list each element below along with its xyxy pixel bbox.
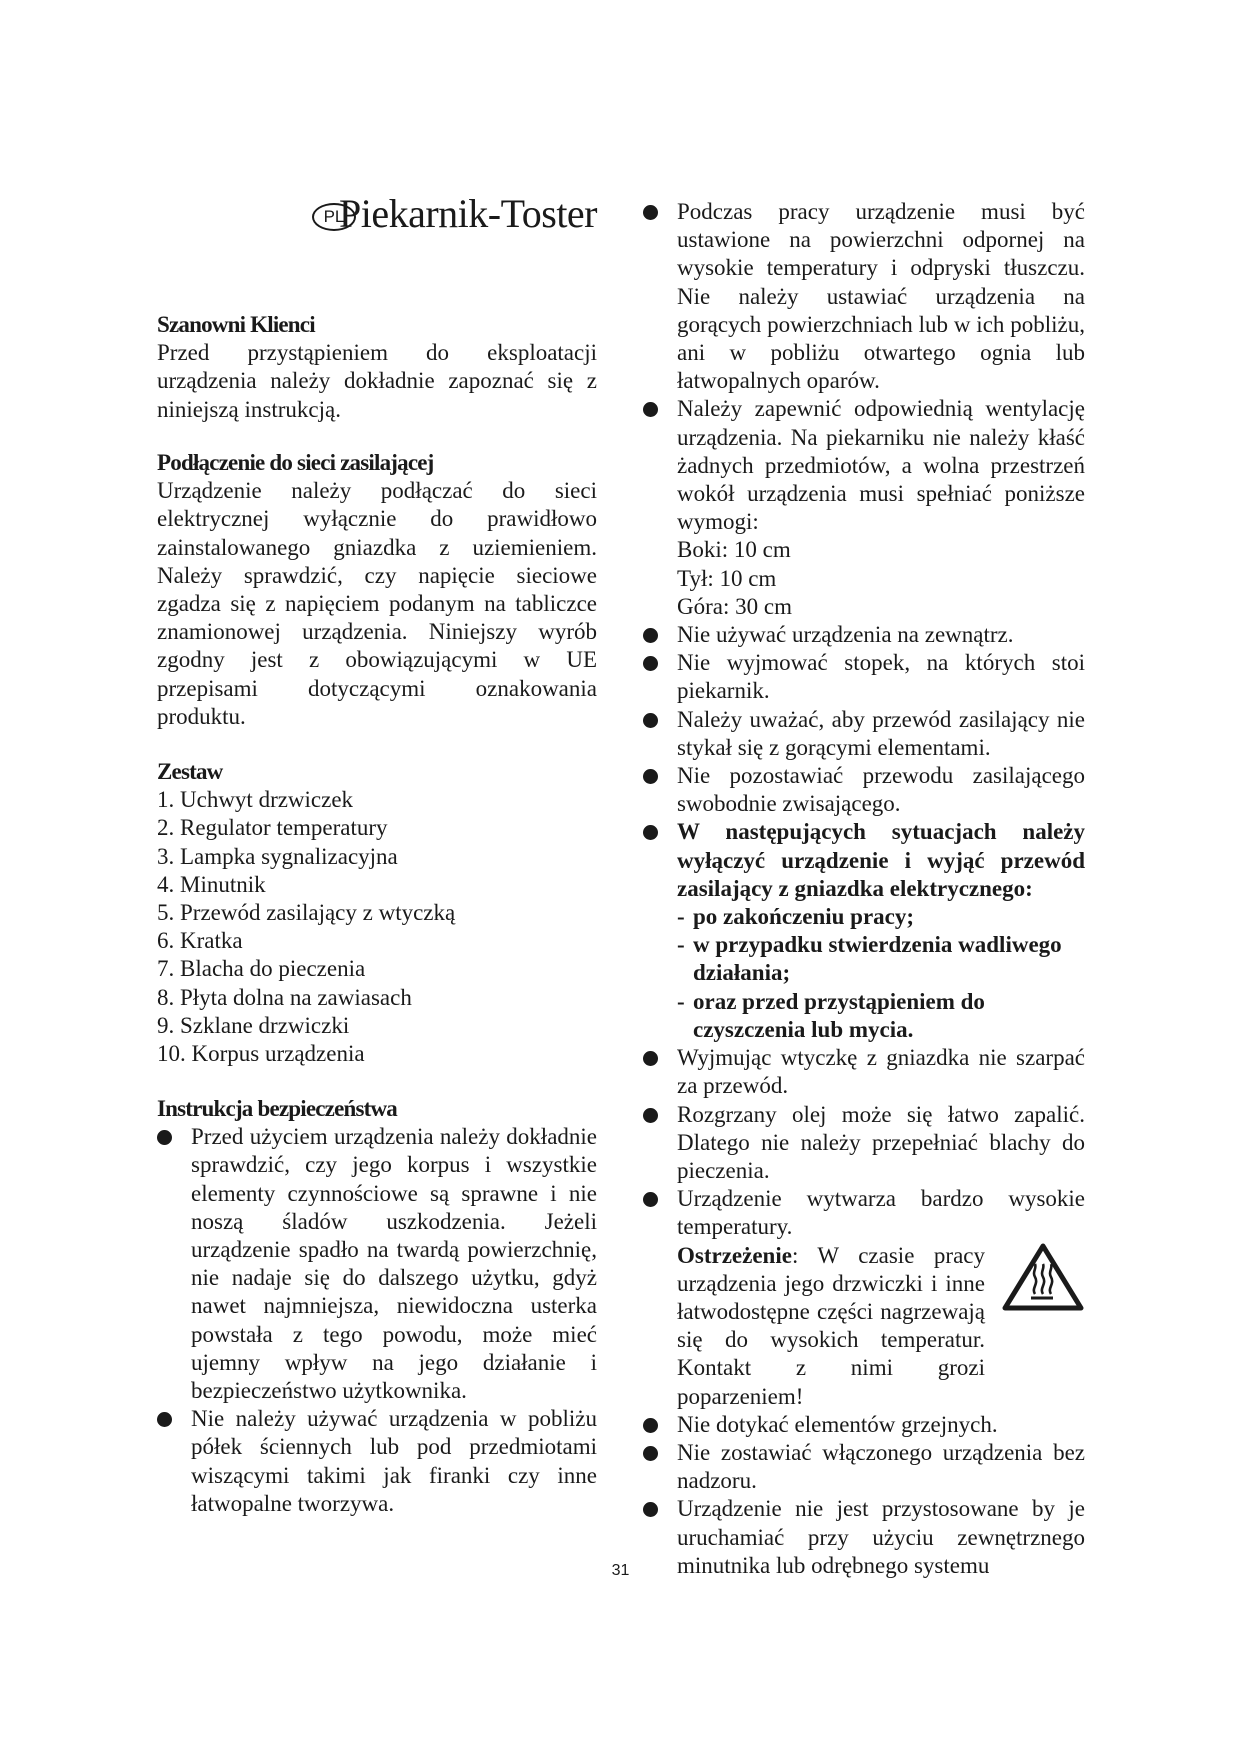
bullet-icon	[157, 1412, 172, 1427]
warning-block	[677, 1242, 1085, 1411]
safety-bullet	[643, 1101, 1085, 1186]
unplug-case: - po zakończeniu pracy;	[643, 903, 1085, 931]
safety-bullet	[157, 1123, 597, 1405]
bullet-text: Urządzenie nie jest przystosowane by je uruchamiać przy użyciu zewnętrznego minutnika lub odrębnego systemu	[677, 1496, 1085, 1578]
bullet-icon	[643, 825, 658, 840]
bullet-text: Przed użyciem urządzenia należy dokładnie sprawdzić, czy jego korpus i wszystkie elementy czynnościowe są sprawne i nie noszą śladów uszkodzenia. Jeżeli urządzenie spadło na twardą powierzchnię, nie nadaje się do dalszego użytku, gdyż nawet najmniejsza, niewidoczna usterka powstała z tego powodu, może mieć ujemny wpływ na jego działanie i bezpieczeństwo użytkownika.	[191, 1124, 597, 1404]
bullet-text: Nie zostawiać włączonego urządzenia bez nadzoru.	[677, 1439, 1085, 1494]
bullet-icon	[157, 1130, 172, 1145]
safety-heading: Instrukcja bezpieczeństwa	[157, 1096, 397, 1121]
kit-item: 3. Lampka sygnalizacyjna	[157, 843, 398, 869]
kit-heading: Zestaw	[157, 759, 223, 784]
bullet-icon	[643, 402, 658, 417]
unplug-case-text: po zakończeniu pracy;	[693, 904, 915, 930]
kit-item: 6. Kratka	[157, 928, 243, 954]
kit-item: 8. Płyta dolna na zawiasach	[157, 984, 412, 1010]
safety-section	[157, 1095, 597, 1518]
bullet-icon	[643, 1192, 658, 1207]
ventilation-bullet	[643, 395, 1085, 621]
bullet-icon	[643, 1502, 658, 1517]
power-heading: Podłączenie do sieci zasilającej	[157, 450, 434, 475]
safety-bullet	[157, 1405, 597, 1518]
bullet-text: Nie używać urządzenia na zewnątrz.	[677, 622, 1014, 648]
hot-surface-bullet	[643, 1185, 1085, 1411]
bullet-text: Urządzenie wytwarza bardzo wysokie temperatury.	[677, 1186, 1085, 1240]
bullet-icon	[643, 656, 658, 671]
bullet-icon	[643, 1108, 658, 1123]
kit-item: 2. Regulator temperatury	[157, 815, 388, 841]
bullet-text: Podczas pracy urządzenie musi być ustawione na powierzchni odpornej na wysokie temperatury i odpryski tłuszczu. Nie należy ustawiać urządzenia na gorących powierzchniach lub w ich pobliżu, ani w pobliżu otwartego ognia lub łatwopalnych oparów.	[677, 199, 1085, 394]
safety-bullet	[643, 1411, 1085, 1439]
warning-text: : W czasie pracy urządzenia jego drzwiczki i inne łatwodostępne części nagrzewają się do wysokich temperatur. Kontakt z nimi grozi poparzeniem!	[677, 1242, 985, 1409]
bullet-icon	[643, 1051, 658, 1066]
bullet-icon	[643, 628, 658, 643]
bullet-text: Nie wyjmować stopek, na których stoi piekarnik.	[677, 650, 1085, 704]
greeting-text: Przed przystąpieniem do eksploatacji urządzenia należy dokładnie zapoznać się z niniejszą instrukcją.	[157, 340, 597, 422]
bullet-icon	[643, 769, 658, 784]
bullet-text: Należy zapewnić odpowiednią wentylację urządzenia. Na piekarniku nie należy kłaść żadnych przedmiotów, a wolna przestrzeń wokół urządzenia musi spełniać poniższe wymogi:	[677, 396, 1085, 535]
clearance-top: Góra: 30 cm	[677, 593, 792, 619]
unplug-case-text: oraz przed przystąpieniem do czyszczenia lub mycia.	[693, 988, 985, 1042]
safety-bullet	[643, 649, 1085, 705]
page-number: 31	[611, 1562, 630, 1579]
kit-item: 9. Szklane drzwiczki	[157, 1012, 350, 1038]
bullet-icon	[643, 713, 658, 728]
safety-bullet	[643, 762, 1085, 818]
bullet-text: Nie dotykać elementów grzejnych.	[677, 1411, 998, 1437]
kit-item: 4. Minutnik	[157, 871, 266, 897]
safety-bullet	[643, 706, 1085, 762]
bullet-icon	[643, 1418, 658, 1433]
bullet-text: Wyjmując wtyczkę z gniazdka nie szarpać za przewód.	[677, 1045, 1085, 1099]
bullet-text: Nie należy używać urządzenia w pobliżu półek ściennych lub pod przedmiotami wiszącymi takimi jak firanki czy inne łatwopalne tworzywa.	[191, 1406, 597, 1516]
page-title: Piekarnik-Toster	[338, 191, 597, 236]
kit-section	[157, 758, 597, 1068]
safety-bullet	[643, 1044, 1085, 1100]
clearance-sides: Boki: 10 cm	[677, 537, 791, 563]
kit-item: 5. Przewód zasilający z wtyczką	[157, 900, 456, 926]
kit-item: 10. Korpus urządzenia	[157, 1041, 365, 1067]
bullet-icon	[643, 1446, 658, 1461]
hot-surface-warning-icon	[1001, 1242, 1085, 1312]
warning-label: Ostrzeżenie	[677, 1242, 792, 1268]
safety-bullet	[643, 1439, 1085, 1495]
safety-bullet	[643, 198, 1085, 395]
power-text: Urządzenie należy podłączać do sieci elektrycznej wyłącznie do prawidłowo zainstalowanego gniazdka z uziemieniem. Należy sprawdzić, czy napięcie sieciowe zgadza się z napięciem podanym na tabliczce znamionowej urządzenia. Niniejszy wyrób zgodny jest z obowiązującymi w UE przepisami dotyczącymi oznakowania produktu.	[157, 478, 597, 729]
bullet-text: Nie pozostawiać przewodu zasilającego swobodnie zwisającego.	[677, 763, 1085, 817]
unplug-case: - w przypadku stwierdzenia wadliwego działania;	[643, 931, 1085, 987]
unplug-case-text: w przypadku stwierdzenia wadliwego działania;	[693, 932, 1062, 986]
greeting-section	[157, 311, 597, 424]
bullet-text: W następujących sytuacjach należy wyłączyć urządzenie i wyjąć przewód zasilający z gniazdka elektrycznego:	[677, 819, 1085, 901]
unplug-case: - oraz przed przystąpieniem do czyszczenia lub mycia.	[643, 988, 1085, 1044]
kit-item: 1. Uchwyt drzwiczek	[157, 787, 354, 813]
greeting-heading: Szanowni Klienci	[157, 312, 315, 337]
bullet-text: Rozgrzany olej może się łatwo zapalić. Dlatego nie należy przepełniać blachy do pieczenia.	[677, 1101, 1085, 1183]
language-badge: PL	[312, 203, 356, 231]
power-section	[157, 449, 597, 731]
bullet-icon	[643, 205, 658, 220]
safety-bullet	[643, 621, 1085, 649]
unplug-bullet	[643, 818, 1085, 903]
bullet-text: Należy uważać, aby przewód zasilający nie stykał się z gorącymi elementami.	[677, 706, 1085, 760]
kit-item: 7. Blacha do pieczenia	[157, 956, 366, 982]
right-bullets	[643, 198, 1085, 1580]
clearance-back: Tył: 10 cm	[677, 565, 777, 591]
